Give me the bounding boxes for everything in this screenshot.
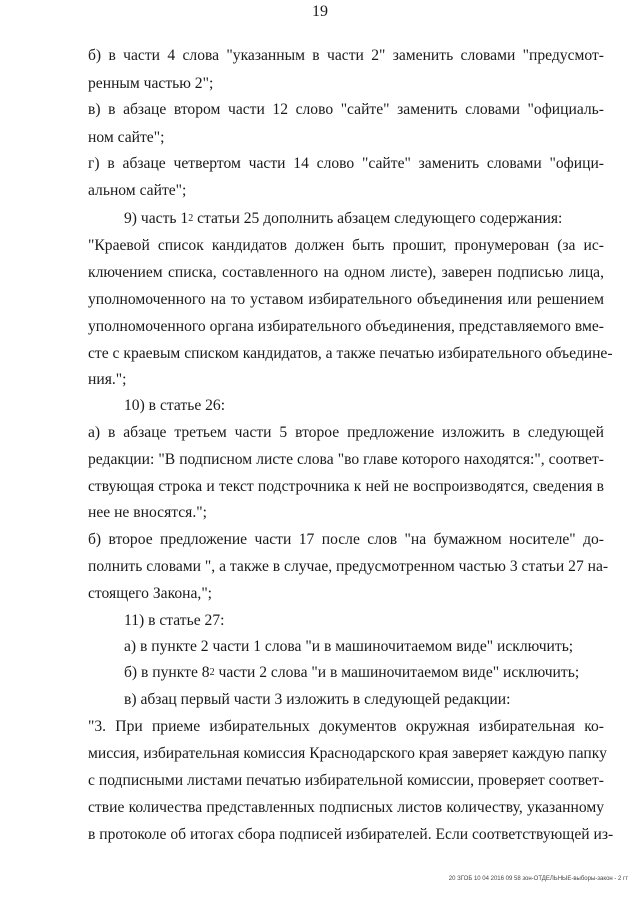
document-footer: 20 ЗГОБ 10 04 2016 09 58 зон-ОТДЕЛЬНЫЕ-выборы-закон - 2 гт: [448, 876, 628, 882]
text-line: б) в пункте $8^2$ части 2 слова "и в машиночитаемом виде" исключить;: [124, 664, 580, 681]
text-line: уполномоченного органа избирательного объединения, представляемого вме-: [88, 318, 604, 335]
text-line: стоящего Закона,";: [88, 585, 213, 602]
text-line: г) в абзаце четвертом части 14 слово "сайте" заменить словами "офици-: [88, 155, 604, 172]
text-line: с подписными листами печатью избирательной комиссии, проверяет соответ-: [88, 772, 604, 789]
text-line: а) в пункте 2 части 1 слова "и в машиночитаемом виде" исключить;: [124, 638, 574, 655]
text-line: ренным частью 2";: [88, 75, 214, 92]
text-line: ствующая строка и текст подстрочника к ней не воспроизводятся, сведения в: [88, 478, 604, 495]
text-line: ном сайте";: [88, 129, 165, 146]
text-line: а) в абзаце третьем части 5 второе предложение изложить в следующей: [88, 424, 604, 441]
text-line: сте с краевым списком кандидатов, а также печатью избирательного объедине-: [88, 345, 613, 362]
text-line: редакции: "В подписном листе слова "во главе которого находятся:", соответ-: [88, 451, 604, 468]
text-line: 10) в статье 26:: [124, 397, 226, 414]
superscript: 2: [188, 213, 194, 224]
superscript: 2: [209, 667, 215, 678]
text-line: 11) в статье 27:: [124, 612, 225, 629]
text-line: миссия, избирательная комиссия Краснодарского края заверяет каждую папку: [88, 745, 607, 762]
text-line: б) в части 4 слова "указанным в части 2" заменить словами "предусмот-: [88, 47, 604, 64]
text-line: в протоколе об итогах сбора подписей избирателей. Если соответствующей из-: [88, 826, 614, 843]
text-line: ствие количества представленных подписных листов количеству, указанному: [88, 799, 604, 816]
text-line: "Краевой список кандидатов должен быть прошит, пронумерован (за ис-: [88, 237, 604, 254]
text-line: б) второе предложение части 17 после слов "на бумажном носителе" до-: [88, 531, 604, 548]
text-line: ния.";: [88, 371, 127, 388]
text-line: в) в абзаце втором части 12 слово "сайте" заменить словами "официаль-: [88, 101, 604, 118]
text-line: уполномоченного на то уставом избирательного объединения или решением: [88, 291, 604, 308]
text-line: 9) часть $1^2$ статьи 25 дополнить абзацем следующего содержания:: [124, 210, 563, 227]
text-line: в) абзац первый части 3 изложить в следующей редакции:: [124, 691, 511, 708]
text-line: альном сайте";: [88, 182, 187, 199]
text-line: ключением списка, составленного на одном листе), заверен подписью лица,: [88, 264, 604, 281]
page-number: 19: [312, 3, 328, 20]
text-line: полнить словами ", а также в случае, предусмотренном частью 3 статьи 27 на-: [88, 558, 609, 575]
text-line: нее не вносятся.";: [88, 504, 207, 521]
text-line: "3. При приеме избирательных документов окружная избирательная ко-: [88, 718, 604, 735]
